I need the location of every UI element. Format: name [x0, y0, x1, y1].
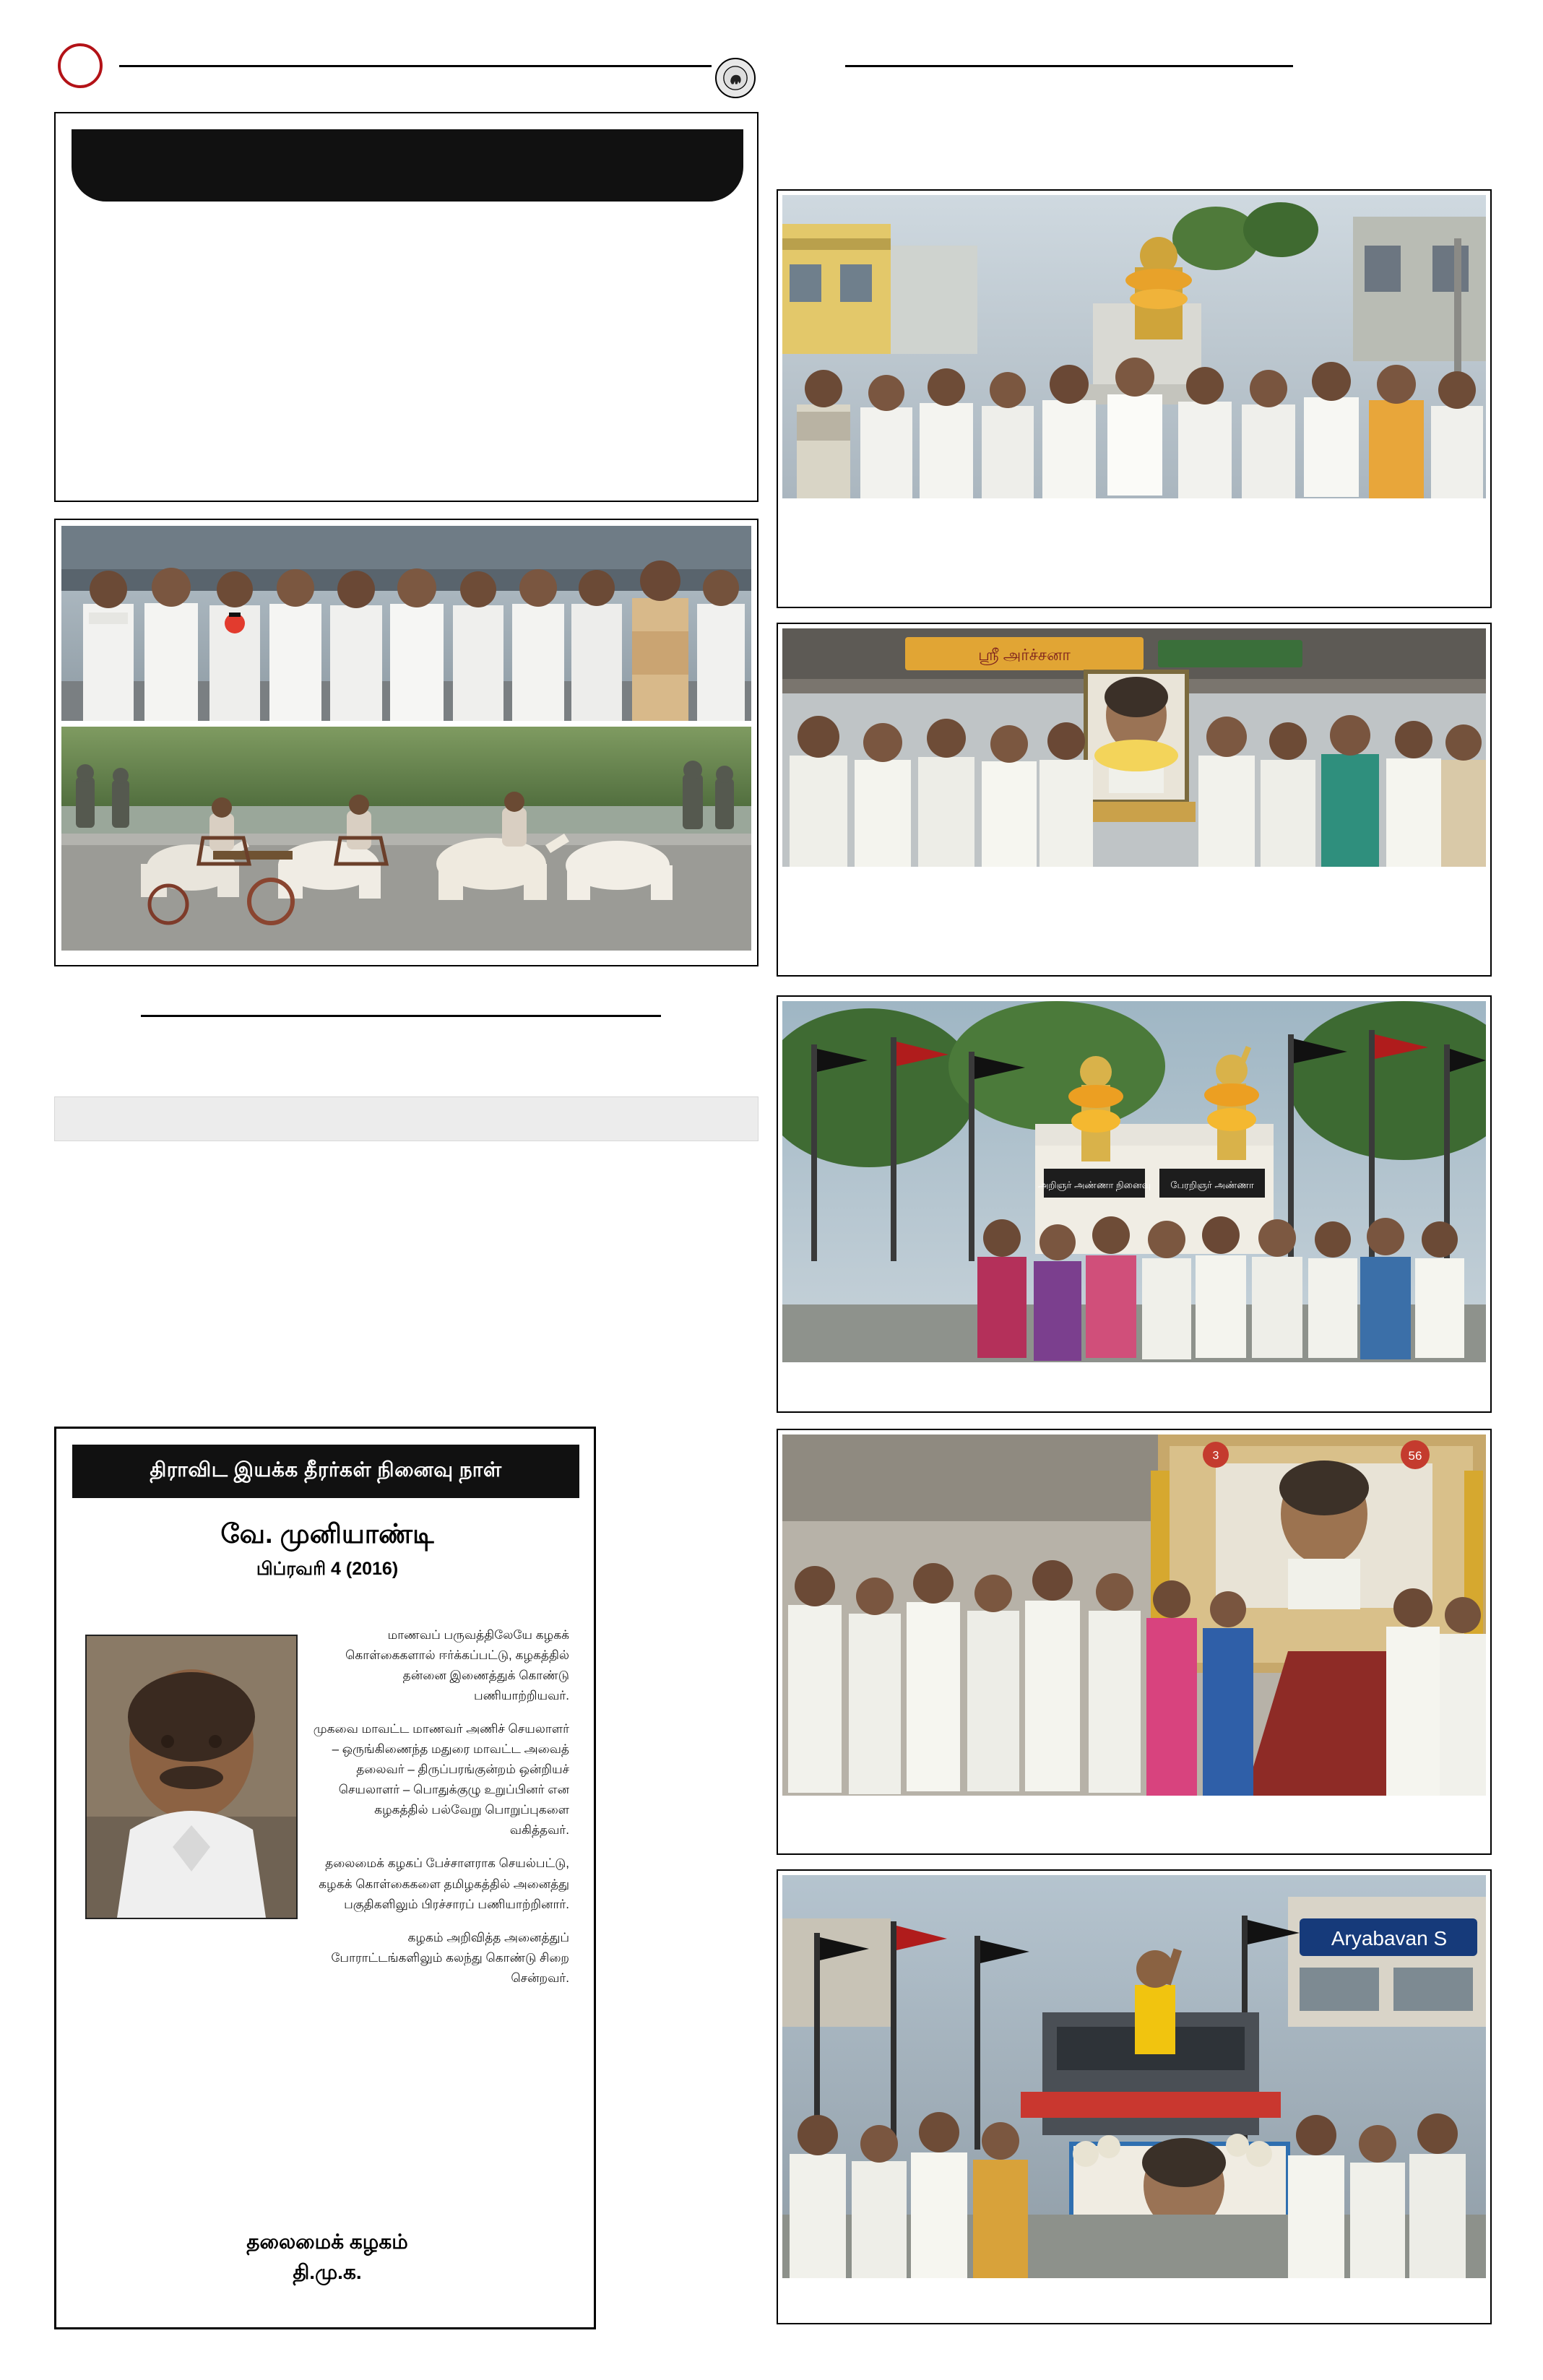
obituary-paragraph: தலைமைக் கழகப் பேச்சாளராக செயல்பட்டு, கழகக் கொள்கைகளை தமிழகத்தில் அனைத்து பகுதிகளிலும் பிரச்சாரப் பணியாற்றினார்.	[319, 1856, 569, 1911]
svg-text:3: 3	[1212, 1450, 1219, 1462]
grey-heading-strip	[54, 1096, 758, 1141]
obituary-name: வே. முனியாண்டி	[220, 1519, 434, 1549]
obituary-footer-line1: தலைமைக் கழகம்	[246, 2230, 408, 2253]
statue-garlanding-ceremony-photo	[782, 195, 1486, 498]
memorial-statues-flags-photo	[782, 1001, 1486, 1362]
obituary-footer-line2: தி.மு.க.	[293, 2261, 362, 2283]
red-circle-logo-icon	[58, 43, 103, 88]
obituary-paragraph: கழகம் அறிவித்த அனைத்துப் போராட்டங்களிலும் கலந்து கொண்டு சிறை சென்றவர்.	[331, 1930, 569, 1985]
street-procession-portrait-float-photo	[782, 1875, 1486, 2278]
right-photo-frame-4	[777, 1429, 1492, 1855]
party-members-rally-photo	[61, 526, 751, 721]
obituary-paragraph: மாணவப் பருவத்திலேயே கழகக் கொள்கைகளால் ஈர்க்கப்பட்டு, கழகத்தில் தன்னை இணைத்துக் கொண்டு பணியாற்றியவர்.	[345, 1628, 569, 1703]
section-divider	[141, 1015, 661, 1017]
right-photo-frame-3	[777, 995, 1492, 1413]
obituary-header: திராவிட இயக்க தீரர்கள் நினைவு நாள்	[72, 1445, 579, 1498]
svg-text:பேரறிஞர் அண்ணா: பேரறிஞர் அண்ணா	[1170, 1180, 1254, 1190]
right-photo-frame-1	[777, 189, 1492, 608]
obituary-footer	[56, 2227, 598, 2288]
bullock-cart-race-photo	[61, 727, 751, 951]
svg-text:56: 56	[1408, 1449, 1422, 1463]
obituary-body-text	[313, 1625, 569, 2002]
masthead-rule-left	[119, 65, 712, 67]
right-photo-frame-2	[777, 623, 1492, 977]
article-title-banner	[72, 129, 743, 202]
svg-text:ஸ்ரீ அர்ச்சனா: ஸ்ரீ அர்ச்சனா	[978, 646, 1071, 664]
portrait-garlanding-gathering-photo	[782, 628, 1486, 867]
right-photo-frame-5	[777, 1869, 1492, 2324]
masthead	[43, 36, 1495, 87]
svg-text:அறிஞர் அண்ணா நினைவு: அறிஞர் அண்ணா நினைவு	[1037, 1180, 1151, 1190]
left-photo-frame	[54, 519, 758, 966]
svg-text:Aryabavan S: Aryabavan S	[1331, 1927, 1448, 1950]
left-article-frame	[54, 112, 758, 502]
obituary-paragraph: முகவை மாவட்ட மாணவர் அணிச் செயலாளர் – ஒருங்கிணைந்த மதுரை மாவட்ட அவைத் தலைவர் – திருப்பரங்குன்றம் ஒன்றியச் செயலாளர் – பொதுக்குழு உறுப்பினர் என கழகத்தில் பல்வேறு பொறுப்புகளை வகித்தவர்.	[313, 1722, 569, 1838]
obituary-panel	[54, 1427, 596, 2329]
obituary-portrait-photo	[85, 1635, 298, 1919]
obituary-date: பிப்ரவரி 4 (2016)	[256, 1559, 399, 1579]
elephant-emblem-icon	[715, 58, 756, 98]
masthead-rule-right	[845, 65, 1293, 67]
indoor-meeting-portrait-photo	[782, 1435, 1486, 1796]
